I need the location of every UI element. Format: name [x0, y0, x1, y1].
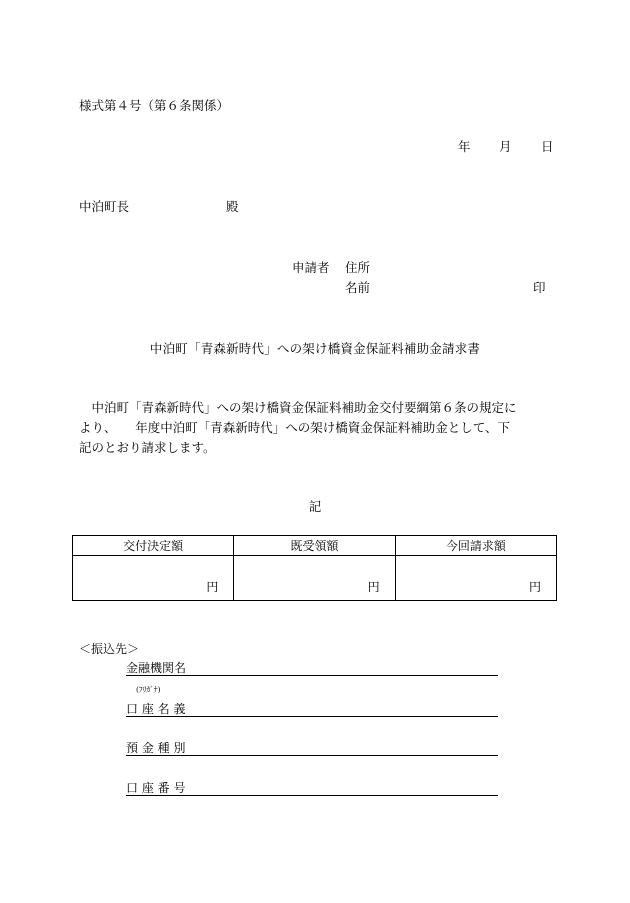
header-received-amount: 既受領額	[234, 536, 395, 556]
ki-heading: 記	[308, 499, 322, 514]
date-month: 月	[499, 139, 512, 154]
account-number-label: 口 座 番 号	[126, 781, 186, 795]
furigana-label: (ﾌﾘｶﾞﾅ)	[136, 685, 161, 694]
yen-unit: 円	[206, 580, 219, 594]
body-paragraph	[79, 398, 554, 458]
cell-requested-amount	[395, 556, 556, 601]
bank-name-label: 金融機関名	[126, 661, 187, 675]
deposit-type-label: 預 金 種 別	[126, 741, 186, 755]
date-day: 日	[541, 139, 554, 154]
date-year: 年	[458, 139, 471, 154]
header-requested-amount: 今回請求額	[395, 536, 556, 556]
seal-mark: 印	[533, 280, 546, 295]
yen-unit: 円	[528, 580, 541, 594]
bank-name-field	[126, 659, 498, 676]
account-number-field	[126, 779, 498, 796]
body-line-2: より、 年度中泊町「青森新時代」への架け橋資金保証料補助金として、下	[79, 420, 511, 435]
deposit-type-field	[126, 739, 498, 756]
cell-granted-amount	[73, 556, 234, 601]
header-granted-amount: 交付決定額	[73, 536, 234, 556]
yen-unit: 円	[367, 580, 380, 594]
amounts-value-row	[73, 556, 557, 601]
amounts-table	[72, 535, 557, 601]
transfer-heading: ＜振込先＞	[79, 642, 140, 656]
applicant-address-label: 住所	[345, 260, 371, 275]
account-name-field	[126, 700, 498, 717]
body-line-1: 中泊町「青森新時代」への架け橋資金保証料補助金交付要綱第６条の規定に	[91, 400, 517, 415]
date-line	[458, 137, 554, 155]
applicant-label: 申請者	[292, 260, 330, 275]
body-line-3: 記のとおり請求します。	[79, 440, 216, 455]
applicant-name-label: 名前	[345, 280, 371, 295]
account-name-label: 口 座 名 義	[126, 702, 186, 716]
document-title: 中泊町「青森新時代」への架け橋資金保証料補助金請求書	[149, 341, 481, 356]
amounts-header-row	[73, 536, 557, 556]
cell-received-amount	[234, 556, 395, 601]
addressee-name: 中泊町長	[79, 199, 130, 214]
form-number: 様式第４号（第６条関係）	[79, 98, 230, 113]
addressee-honorific: 殿	[226, 199, 239, 214]
